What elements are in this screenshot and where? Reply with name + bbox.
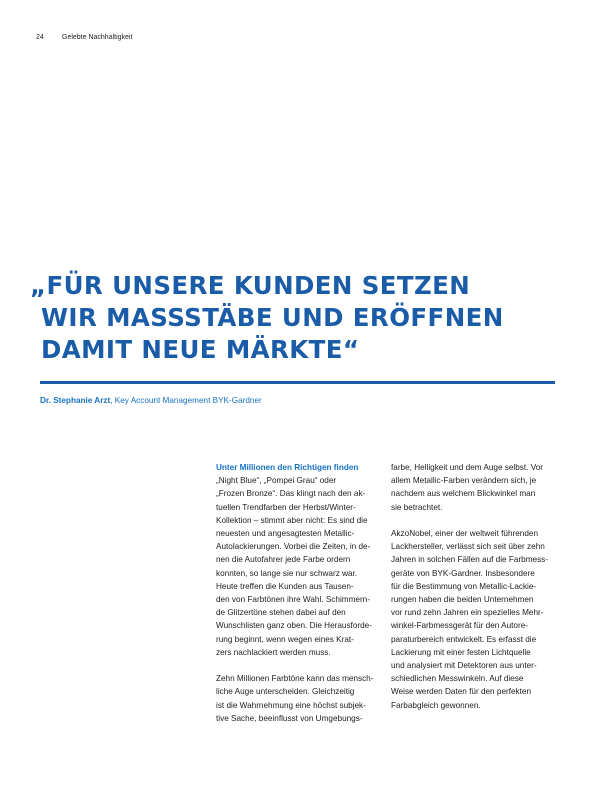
body-text-line: Zehn Millionen Farbtöne kann das mensch- (216, 674, 374, 684)
body-text-line: Jahren in solchen Fällen auf die Farbmess- (391, 555, 549, 565)
body-text-line: farbe, Helligkeit und dem Auge selbst. Vor (391, 463, 544, 472)
body-text-line: neuesten und angesagtesten Metallic- (216, 529, 355, 539)
paragraph-gap (216, 659, 388, 672)
body-text-line: ist die Wahrnehmung eine höchst subjek- (216, 700, 366, 710)
body-text-line: vor rund zehn Jahren ein spezielles Mehr- (391, 608, 544, 618)
running-header (36, 34, 132, 41)
body-text-line: Farbabgleich gewonnen. (391, 700, 481, 710)
body-text-line: Autolackierungen. Vorbei die Zeiten, in de- (216, 542, 371, 552)
body-text-line: Heute treffen die Kunden aus Tausen- (216, 581, 354, 591)
body-text-line: liche Auge unterscheiden. Gleichzeitig (216, 687, 355, 697)
body-text-line: geräte von BYK-Gardner. Insbesondere (391, 568, 535, 578)
body-text-line: Weise werden Daten für den perfekten (391, 687, 532, 697)
author-name: Dr. Stephanie Arzt (40, 396, 111, 405)
body-text-line: und analysiert mit Detektoren aus unter- (391, 661, 537, 671)
body-text-line: rung beginnt, wenn wegen eines Krat- (216, 634, 354, 644)
left-column-body (216, 474, 388, 725)
body-text-line: allem Metallic-Farben verändern sich, je (391, 476, 537, 486)
page-number: 24 (36, 34, 44, 41)
quote-line: DAMIT NEUE MÄRKTE“ (41, 335, 360, 364)
body-text-line: tive Sache, beeinflusst von Umgebungs- (216, 713, 363, 723)
article-column-right (391, 461, 563, 712)
quote-divider (40, 381, 555, 384)
right-column-body (391, 461, 563, 712)
quote-attribution (40, 396, 262, 405)
body-text-line: sie betrachtet. (391, 502, 443, 512)
body-text-line: schiedlichen Messwinkeln. Auf diese (391, 674, 524, 684)
body-text-line: AkzoNobel, einer der weltweit führenden (391, 529, 539, 538)
paragraph-gap (391, 514, 563, 527)
article-subheading: Unter Millionen den Richtigen finden (216, 463, 359, 472)
body-text-line: Lackhersteller, verlässt sich seit über zehn (391, 542, 545, 552)
pull-quote (30, 270, 570, 366)
body-text-line: konnten, so lange sie nur schwarz war. (216, 568, 358, 578)
body-text-line: „Frozen Bronze“. Das klingt nach den ak- (216, 489, 366, 499)
body-text-line: Wunschlisten ganz oben. Die Herausforde- (216, 621, 372, 631)
body-text-line: rungen haben die beiden Unternehmen (391, 595, 534, 605)
body-text-line: zers nachlackiert werden muss. (216, 647, 331, 657)
body-text-line: den von Farbtönen ihre Wahl. Schimmern- (216, 595, 370, 605)
body-text-line: Kollektion – stimmt aber nicht: Es sind die (216, 515, 368, 525)
body-text-line: nen die Autofahrer jede Farbe ordern (216, 555, 351, 565)
article-column-left (216, 461, 388, 725)
author-role: , Key Account Management BYK-Gardner (110, 396, 262, 405)
body-text-line: für die Bestimmung von Metallic-Lackie- (391, 581, 537, 591)
quote-line: WIR MASSSTÄBE UND ERÖFFNEN (41, 303, 504, 332)
body-text-line: nachdem aus welchem Blickwinkel man (391, 489, 536, 499)
quote-line: „FÜR UNSERE KUNDEN SETZEN (30, 271, 471, 300)
body-text-line: de Glitzertöne stehen dabei auf den (216, 608, 346, 618)
body-text-line: paraturbereich entwickelt. Es erfasst die (391, 634, 537, 644)
body-text-line: Lackierung mit einer festen Lichtquelle (391, 647, 531, 657)
body-text-line: „Night Blue“, „Pompei Grau“ oder (216, 476, 337, 486)
body-text-line: winkel-Farbmessgerät für den Autore- (391, 621, 528, 631)
section-title: Gelebte Nachhaltigkeit (62, 34, 133, 41)
body-text-line: tuellen Trendfarben der Herbst/Winter- (216, 502, 356, 512)
